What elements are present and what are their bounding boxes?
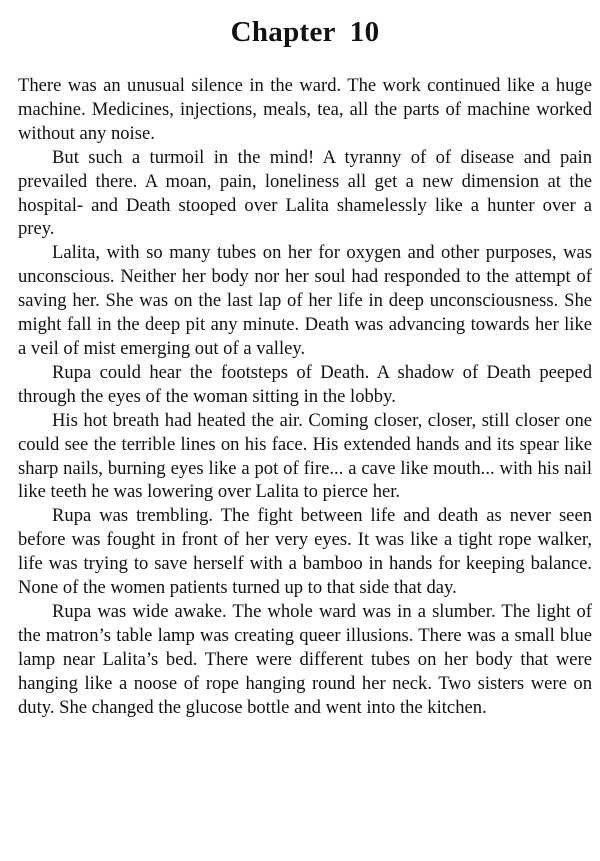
paragraph-5: His hot breath had heated the air. Coming closer, closer, still closer one could see the terrible lines on his face. His extended hands and its spear like sharp nails, burning eyes like a pot of fire... a cave like mouth... with his nail like teeth he was lowering over Lalita to pierce her. (18, 409, 592, 503)
paragraph-3: Lalita, with so many tubes on her for oxygen and other purposes, was unconscious. Neither her body nor her soul had responded to the attempt of saving her. She was on the last lap of her life in deep unconsciousness. She might fall in the deep pit any minute. Death was advancing towards her like a veil of mist emerging out of a valley. (18, 242, 592, 359)
paragraph-4: Rupa could hear the footsteps of Death. A shadow of Death peeped through the eyes of the woman sitting in the lobby. (18, 361, 592, 407)
chapter-heading (18, 16, 592, 48)
chapter-label: Chapter (230, 16, 336, 48)
paragraph-6: Rupa was trembling. The fight between life and death as never seen before was fought in front of her very eyes. It was like a tight rope walker, life was trying to save herself with a bamboo in hands for keeping balance. None of the women patients turned up to that side that day. (18, 505, 592, 599)
paragraph-1: There was an unusual silence in the ward. The work continued like a huge machine. Medicines, injections, meals, tea, all the parts of machine worked without any noise. (18, 75, 592, 144)
paragraph-2: But such a turmoil in the mind! A tyranny of of disease and pain prevailed there. A moan, pain, loneliness all get a new dimension at the hospital- and Death stooped over Lalita shamelessly like a hunter over a prey. (18, 146, 592, 240)
chapter-body (18, 74, 592, 719)
book-page (18, 0, 592, 861)
chapter-number: 10 (349, 16, 380, 48)
paragraph-7: Rupa was wide awake. The whole ward was in a slumber. The light of the matron’s table lamp was creating queer illusions. There was a small blue lamp near Lalita’s bed. There were different tubes on her body that were hanging like a noose of rope hanging round her neck. Two sisters were on duty. She changed the glucose bottle and went into the kitchen. (18, 600, 592, 718)
